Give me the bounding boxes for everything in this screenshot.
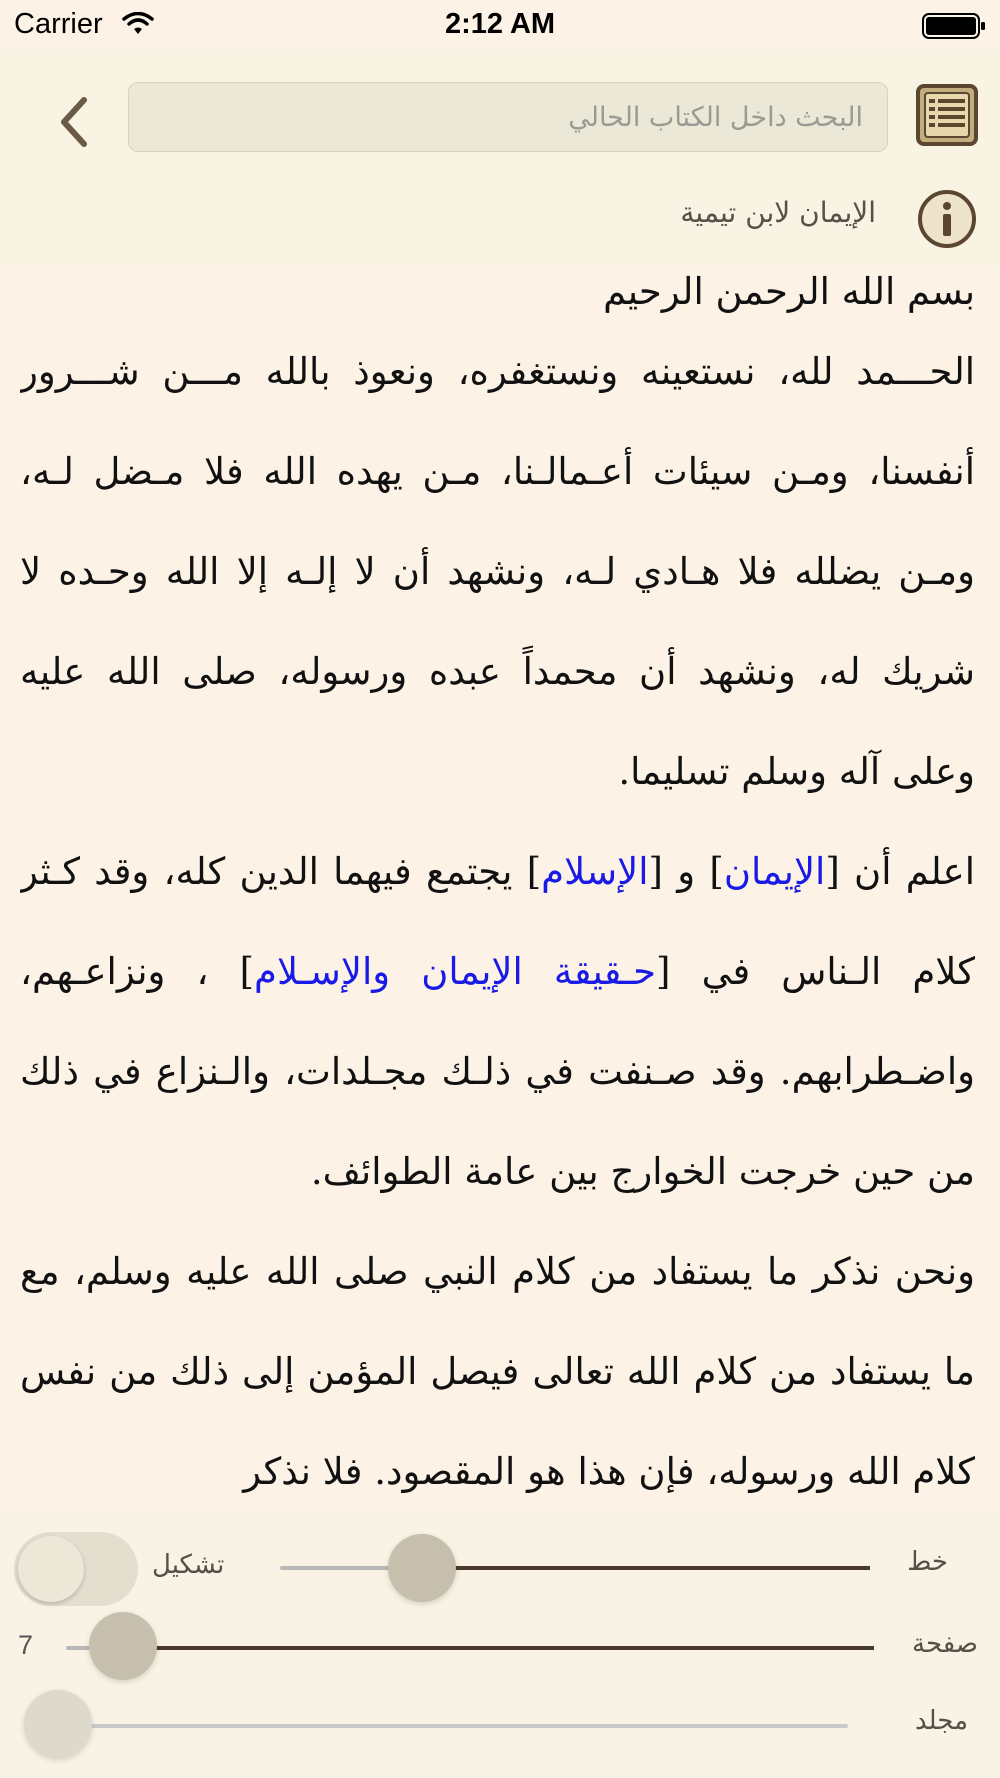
book-title: الإيمان لابن تيمية bbox=[680, 196, 876, 229]
volume-slider[interactable] bbox=[58, 1724, 848, 1728]
paragraph: اعلم أن [الإيمان] و [الإسلام] يجتمع فيهما الدين كله، وقد كـثر كلام الـناس في [حـقيقة الإيمان والإسـلام] ، ونزاعـهم، واضـطرابهم. وقد صـنفت في ذلـك مجـلدات، والـنزاع في ذلك من حين خرجت الخوارج بين عامة الطوائف. bbox=[20, 850, 975, 1193]
carrier-label: Carrier bbox=[14, 8, 103, 40]
status-bar bbox=[0, 0, 1000, 50]
clock: 2:12 AM bbox=[444, 8, 556, 40]
font-slider-thumb[interactable] bbox=[388, 1534, 456, 1602]
volume-slider-thumb[interactable] bbox=[24, 1690, 92, 1758]
font-slider-fill bbox=[422, 1566, 870, 1570]
font-size-slider[interactable] bbox=[280, 1566, 870, 1570]
page-slider-fill bbox=[123, 1646, 874, 1650]
search-input[interactable] bbox=[128, 82, 888, 152]
book-text bbox=[20, 262, 975, 1512]
back-button[interactable] bbox=[50, 92, 96, 152]
page-slider[interactable] bbox=[66, 1646, 874, 1650]
paragraph: ونحن نذكر ما يستفاد من كلام النبي صلى الله عليه وسلم، مع ما يستفاد من كلام الله تعالى فيصل المؤمن إلى ذلك من نفس كلام الله ورسوله، فإن هذا هو المقصود. فلا نذكر bbox=[20, 1250, 975, 1493]
chevron-left-icon bbox=[58, 97, 88, 147]
info-button[interactable] bbox=[916, 188, 978, 250]
list-icon bbox=[916, 84, 978, 146]
volume-label: مجلد bbox=[915, 1706, 968, 1736]
page-number: 7 bbox=[18, 1630, 34, 1660]
link-haqiqat-iman-islam[interactable]: حـقيقة الإيمان والإسـلام bbox=[254, 950, 657, 993]
page-label: صفحة bbox=[912, 1629, 978, 1659]
font-label: خط bbox=[907, 1547, 948, 1577]
toggle-knob bbox=[18, 1536, 84, 1602]
tashkeel-label: تشكيل bbox=[152, 1550, 225, 1580]
battery-icon bbox=[922, 12, 986, 44]
page-slider-thumb[interactable] bbox=[89, 1612, 157, 1680]
basmala: بسم الله الرحمن الرحيم bbox=[603, 270, 975, 313]
toc-button[interactable] bbox=[916, 84, 978, 146]
link-islam[interactable]: الإسلام bbox=[541, 850, 649, 893]
link-iman[interactable]: الإيمان bbox=[723, 850, 826, 893]
tashkeel-toggle[interactable] bbox=[14, 1532, 138, 1606]
paragraph: الحـــمد لله، نستعينه ونستغفره، ونعوذ بالله مـــن شـــرور أنفسنا، ومـن سيئات أعـمالـنا، مـن يهده الله فلا مـضل لـه، ومـن يضلله فلا هـادي لـه، ونشهد أن لا إلـه إلا الله وحـده لا شريك له، ونشهد أن محمداً عبده ورسوله، صلى الله عليه وعلى آله وسلم تسليما. bbox=[20, 350, 975, 793]
info-icon bbox=[916, 188, 978, 250]
